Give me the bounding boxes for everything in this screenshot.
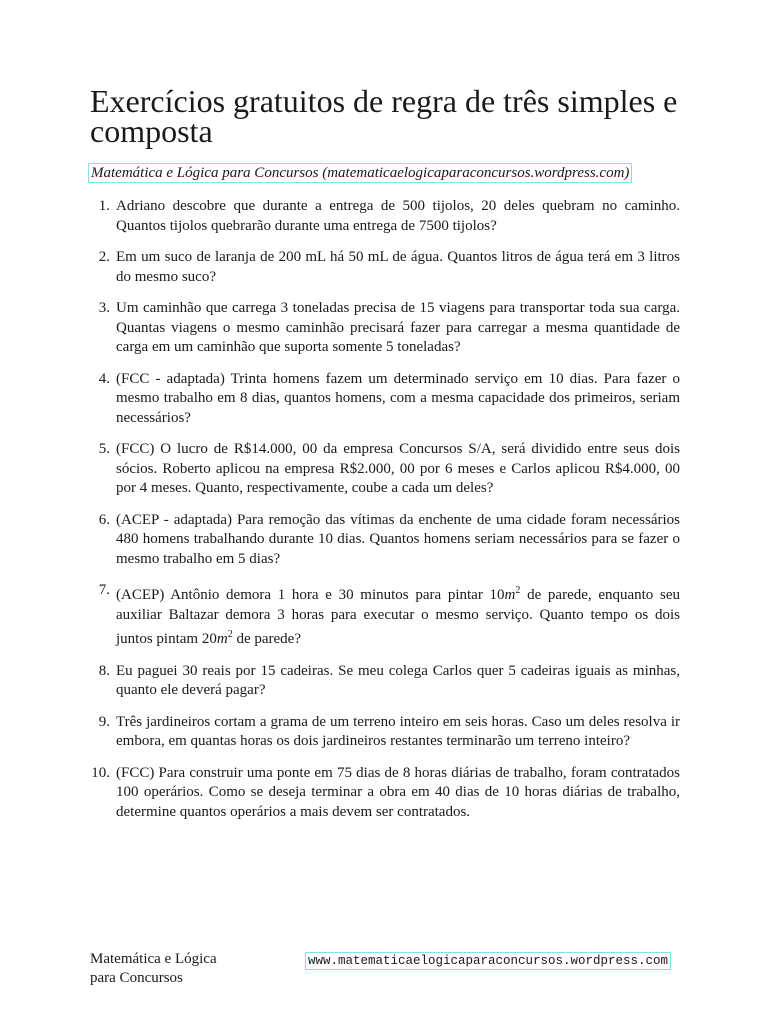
exercise-item bbox=[90, 440, 680, 499]
page-title: Exercícios gratuitos de regra de três simples e composta bbox=[90, 83, 678, 149]
exercise-item bbox=[90, 299, 680, 358]
exercise-item bbox=[90, 197, 680, 236]
exercise-number: 7. bbox=[98, 582, 110, 598]
exercise-item bbox=[90, 581, 680, 650]
exercise-text: Um caminhão que carrega 3 toneladas precisa de 15 viagens para transportar toda sua carga. Quantas viagens o mesmo caminhão precisará fazer para carregar a mesma quantidade de carga em um caminhão que suporta somente 5 toneladas? bbox=[116, 300, 680, 355]
exercise-number: 6. bbox=[98, 511, 110, 528]
exercise-text: (FCC) O lucro de R$14.000, 00 da empresa Concursos S/A, será dividido entre seus dois sócios. Roberto aplicou na empresa R$2.000, 00 por 6 meses e Carlos aplicou R$4.000, 00 por 4 meses. Quanto, respectivamente, coube a cada um deles? bbox=[116, 441, 680, 496]
exercise-item bbox=[90, 511, 680, 570]
exercise-text: Três jardineiros cortam a grama de um terreno inteiro em seis horas. Caso um deles resolva ir embora, em quantas horas os dois jardineiros restantes terminarão um terreno inteiro? bbox=[116, 713, 680, 749]
exercise-number: 3. bbox=[98, 300, 110, 316]
exercise-text: Em um suco de laranja de 200 mL há 50 mL de água. Quantos litros de água terá em 3 litros do mesmo suco? bbox=[116, 249, 680, 285]
exercise-text: (FCC) Para construir uma ponte em 75 dias de 8 horas diárias de trabalho, foram contratados 100 operários. Como se deseja terminar a obra em 40 dias de 10 horas diárias de trabalho, determine quantos operários a mais devem ser contratados. bbox=[116, 764, 680, 820]
footer-link[interactable]: www.matematicaelogicaparaconcursos.wordpress.com bbox=[305, 952, 671, 970]
unit-symbol: m bbox=[216, 631, 228, 647]
exercise-item bbox=[90, 370, 680, 429]
footer-brand: Matemática e Lógica para Concursos bbox=[90, 951, 217, 986]
unit-exponent: 2 bbox=[515, 585, 521, 596]
exercise-text: de parede, enquanto seu auxiliar Baltazar demora 3 horas para executar o mesmo serviço. Quanto tempo os dois juntos pintam 20 bbox=[116, 587, 680, 647]
exercise-text: (FCC - adaptada) Trinta homens fazem um determinado serviço em 10 dias. Para fazer o mesmo trabalho em 8 dias, quantos homens, com a mesma capacidade dos primeiros, seriam necessários? bbox=[116, 370, 680, 426]
exercise-item bbox=[90, 713, 680, 752]
exercise-item bbox=[90, 764, 680, 823]
exercise-number: 2. bbox=[98, 249, 110, 265]
exercise-number: 9. bbox=[98, 713, 110, 730]
unit-symbol: m bbox=[504, 587, 516, 603]
exercise-text: de parede? bbox=[232, 631, 301, 647]
exercise-item bbox=[90, 662, 680, 701]
exercise-number: 10. bbox=[91, 764, 110, 781]
unit-exponent: 2 bbox=[227, 629, 233, 640]
exercise-number: 1. bbox=[98, 198, 110, 214]
exercise-number: 5. bbox=[98, 441, 110, 457]
exercise-text: Adriano descobre que durante a entrega de 500 tijolos, 20 deles quebram no caminho. Quantos tijolos quebrarão durante uma entrega de 7500 tijolos? bbox=[116, 198, 680, 234]
subtitle-link[interactable]: Matemática e Lógica para Concursos (matematicaelogicaparaconcursos.wordpress.com) bbox=[88, 163, 632, 183]
exercise-number: 4. bbox=[98, 370, 110, 387]
exercise-text: (ACEP) Antônio demora 1 hora e 30 minutos para pintar 10 bbox=[116, 587, 505, 603]
exercise-text: Eu paguei 30 reais por 15 cadeiras. Se meu colega Carlos quer 5 cadeiras iguais as minhas, quanto ele deverá pagar? bbox=[116, 662, 680, 698]
exercise-list bbox=[90, 197, 680, 834]
exercise-text: (ACEP - adaptada) Para remoção das vítimas da enchente de uma cidade foram necessários 480 homens trabalhando durante 10 dias. Quantos homens seriam necessários para se fazer o mesmo trabalho em 5 dias? bbox=[116, 511, 680, 567]
exercise-number: 8. bbox=[98, 662, 110, 679]
exercise-item bbox=[90, 248, 680, 287]
